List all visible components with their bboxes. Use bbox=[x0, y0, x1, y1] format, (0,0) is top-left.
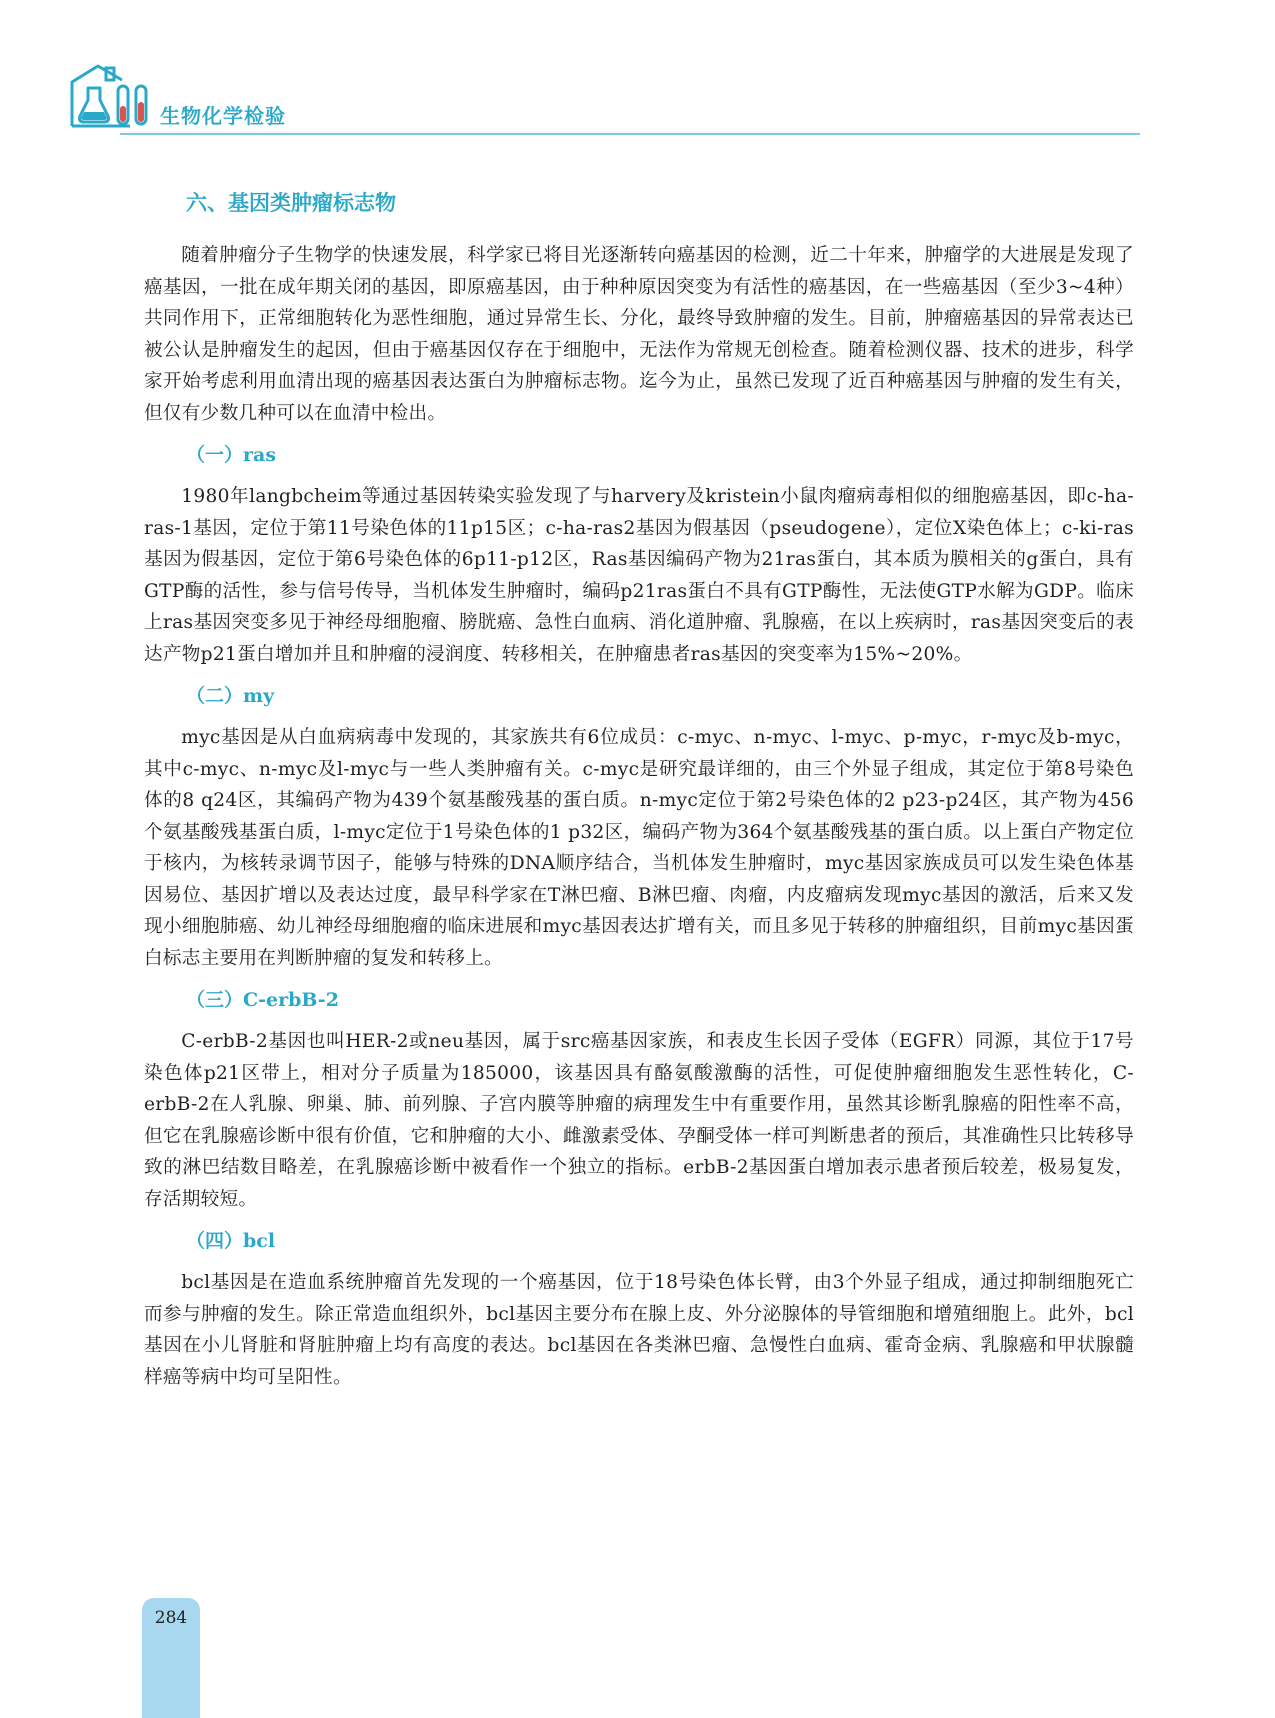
lab-flask-building-icon bbox=[70, 62, 160, 132]
page-number: 284 bbox=[154, 1608, 188, 1628]
header-rule bbox=[120, 133, 1140, 135]
section-intro-paragraph: 随着肿瘤分子生物学的快速发展，科学家已将目光逐渐转向癌基因的检测，近二十年来，肿瘤学的大进展是发现了癌基因，一批在成年期关闭的基因，即原癌基因，由于种种原因突变为有活性的癌基因，在一些癌基因（至少3~4种）共同作用下，正常细胞转化为恶性细胞，通过异常生长、分化，最终导致肿瘤的发生。目前，肿瘤癌基因的异常表达已被公认是肿瘤发生的起因，但由于癌基因仅存在于细胞中，无法作为常规无创检查。随着检测仪器、技术的进步，科学家开始考虑利用血清出现的癌基因表达蛋白为肿瘤标志物。迄今为止，虽然已发现了近百种癌基因与肿瘤的发生有关，但仅有少数几种可以在血清中检出。 bbox=[144, 245, 1134, 424]
subsection-body-ras: 1980年langbcheim等通过基因转染实验发现了与harvery及kristein小鼠肉瘤病毒相似的细胞癌基因，即c-ha-ras-1基因，定位于第11号染色体的11p15区；c-ha-ras2基因为假基因（pseudogene），定位X染色体上；c-ki-ras基因为假基因，定位于第6号染色体的6p11-p12区，Ras基因编码产物为21ras蛋白，其本质为膜相关的g蛋白，具有GTP酶的活性，参与信号传导，当机体发生肿瘤时，编码p21ras蛋白不具有GTP酶性，无法使GTP水解为GDP。临床上ras基因突变多见于神经母细胞瘤、膀胱癌、急性白血病、消化道肿瘤、乳腺癌，在以上疾病时，ras基因突变后的表达产物p21蛋白增加并且和肿瘤的浸润度、转移相关，在肿瘤患者ras基因的突变率为15%~20%。 bbox=[144, 486, 1134, 665]
subsection-body-bcl: bcl基因是在造血系统肿瘤首先发现的一个癌基因，位于18号染色体长臂，由3个外显子组成，通过抑制细胞死亡而参与肿瘤的发生。除正常造血组织外，bcl基因主要分布在腺上皮、外分泌腺体的导管细胞和增殖细胞上。此外，bcl基因在小儿肾脏和肾脏肿瘤上均有高度的表达。bcl基因在各类淋巴瘤、急慢性白血病、霍奇金病、乳腺癌和甲状腺髓样癌等病中均可呈阳性。 bbox=[144, 1272, 1134, 1388]
subsection-body-myc: myc基因是从白血病病毒中发现的，其家族共有6位成员：c-myc、n-myc、l-myc、p-myc，r-myc及b-myc，其中c-myc、n-myc及l-myc与一些人类肿瘤有关。c-myc是研究最详细的，由三个外显子组成，其定位于第8号染色体的8 q24区，其编码产物为439个氨基酸残基的蛋白质。n-myc定位于第2号染色体的2 p23-p24区，其产物为456个氨基酸残基蛋白质，l-myc定位于1号染色体的1 p32区，编码产物为364个氨基酸残基的蛋白质。以上蛋白产物定位于核内，为核转录调节因子，能够与特殊的DNA顺序结合，当机体发生肿瘤时，myc基因家族成员可以发生染色体基因易位、基因扩增以及表达过度，最早科学家在T淋巴瘤、B淋巴瘤、肉瘤，内皮瘤病发现myc基因的激活，后来又发现小细胞肺癌、幼儿神经母细胞瘤的临床进展和myc基因表达扩增有关，而且多见于转移的肿瘤组织，目前myc基因蛋白标志主要用在判断肿瘤的复发和转移上。 bbox=[144, 727, 1134, 969]
subsection-heading-myc: （二）my bbox=[186, 685, 275, 707]
subsection-body-cerbb2: C-erbB-2基因也叫HER-2或neu基因，属于src癌基因家族，和表皮生长因子受体（EGFR）同源，其位于17号染色体p21区带上，相对分子质量为185000，该基因具有酪氨酸激酶的活性，可促使肿瘤细胞发生恶性转化，C-erbB-2在人乳腺、卵巢、肺、前列腺、子宫内膜等肿瘤的病理发生中有重要作用，虽然其诊断乳腺癌的阳性率不高，但它在乳腺癌诊断中很有价值，它和肿瘤的大小、雌激素受体、孕酮受体一样可判断患者的预后，其准确性只比转移导致的淋巴结数目略差，在乳腺癌诊断中被看作一个独立的指标。erbB-2基因蛋白增加表示患者预后较差，极易复发，存活期较短。 bbox=[144, 1031, 1134, 1210]
page-content bbox=[144, 188, 1134, 1405]
subsection-heading-bcl: （四）bcl bbox=[186, 1230, 276, 1252]
section-title: 六、基因类肿瘤标志物 bbox=[186, 191, 396, 215]
book-title: 生物化学检验 bbox=[160, 104, 286, 128]
subsection-heading-cerbb2: （三）C-erbB-2 bbox=[186, 989, 339, 1011]
subsection-heading-ras: （一）ras bbox=[186, 444, 277, 466]
page-header bbox=[0, 0, 1275, 140]
